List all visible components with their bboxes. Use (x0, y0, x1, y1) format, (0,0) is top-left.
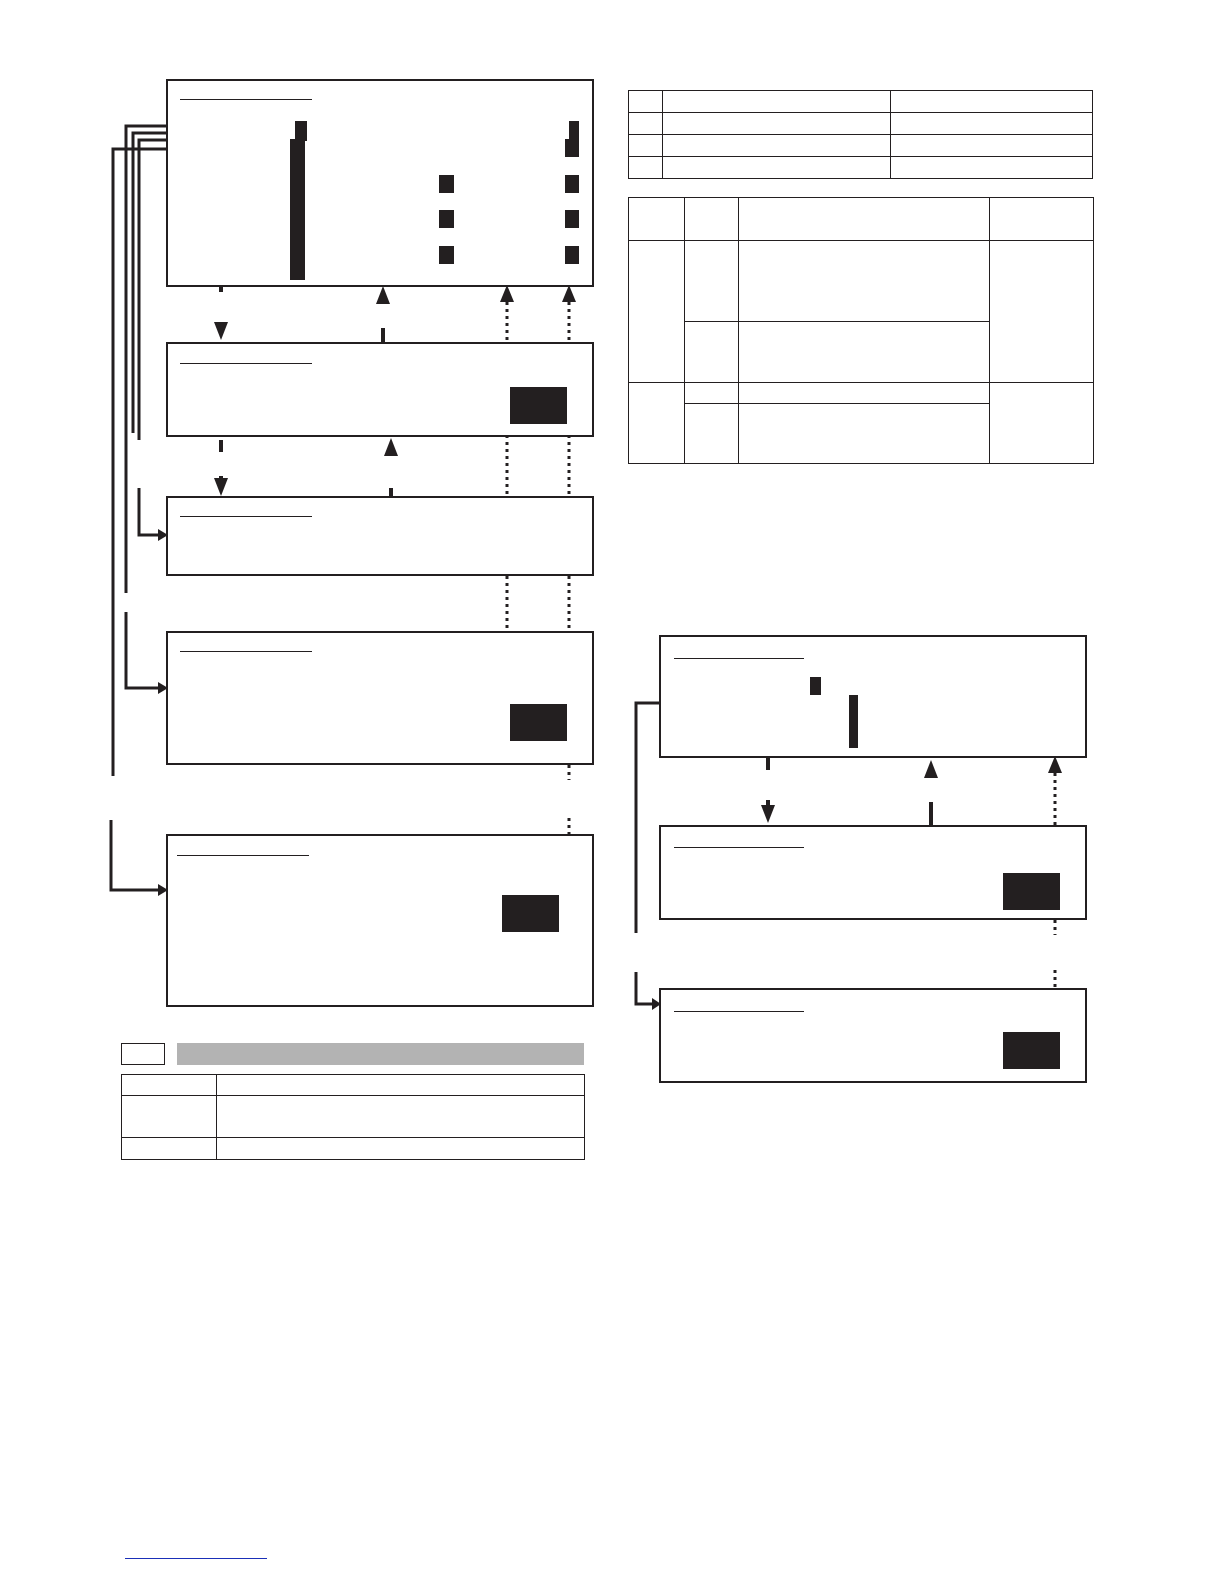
arrow-into-screen-2 (139, 488, 158, 535)
option-marker-2 (439, 210, 454, 228)
table-row (629, 135, 1093, 157)
softkey-button[interactable] (1003, 873, 1060, 910)
softkey-button[interactable] (510, 387, 567, 424)
bottom-table (121, 1074, 585, 1160)
option-marker-1 (439, 175, 454, 193)
table-row (122, 1075, 585, 1096)
softkey-button[interactable] (510, 704, 567, 741)
small-table (628, 90, 1093, 179)
table-row (122, 1138, 585, 1160)
arrow-into-confirm-2 (636, 972, 652, 1004)
menu-selection-bar (290, 139, 305, 280)
confirm-screen-2 (659, 988, 1087, 1083)
connector-main-to-2a (139, 140, 168, 440)
cursor-top-right (569, 121, 579, 139)
screen-title-underline (180, 516, 312, 517)
screen-title-underline (180, 99, 312, 100)
submenu-screen-3 (166, 631, 594, 765)
table-row (629, 241, 1094, 322)
arrow-into-screen-3 (126, 612, 158, 688)
option-marker-3 (439, 246, 454, 264)
table-row (629, 91, 1093, 113)
confirm-screen-1 (659, 825, 1087, 920)
option-marker-r3 (565, 246, 579, 264)
option-marker-r2 (565, 210, 579, 228)
screen-title-underline (177, 855, 309, 856)
footer-link-underline[interactable] (125, 1558, 267, 1559)
value-bar (849, 695, 858, 748)
connector-right-to-confirm-2 (636, 703, 660, 933)
screen-title-underline (180, 363, 312, 364)
submenu-screen-2 (166, 496, 594, 576)
softkey-button[interactable] (502, 895, 559, 932)
screen-title-underline (180, 651, 312, 652)
table-row (629, 157, 1093, 179)
mode-table (628, 197, 1094, 464)
cursor-right-2 (565, 139, 579, 157)
table-row (629, 383, 1094, 404)
cursor-top-left (295, 121, 307, 141)
setting-screen (659, 635, 1087, 758)
screen-title-underline (674, 658, 804, 659)
submenu-screen-1 (166, 342, 594, 437)
section-header-bar (177, 1043, 584, 1065)
section-label-box (121, 1043, 165, 1065)
cursor-small (810, 677, 821, 695)
main-menu-screen (166, 79, 594, 287)
option-marker-r1 (565, 175, 579, 193)
screen-title-underline (674, 847, 804, 848)
table-row (122, 1096, 585, 1138)
table-header-row (629, 198, 1094, 241)
screen-title-underline (674, 1011, 804, 1012)
submenu-screen-4 (166, 834, 594, 1007)
arrow-into-screen-4 (111, 820, 158, 890)
softkey-button[interactable] (1003, 1032, 1060, 1069)
table-row (629, 113, 1093, 135)
